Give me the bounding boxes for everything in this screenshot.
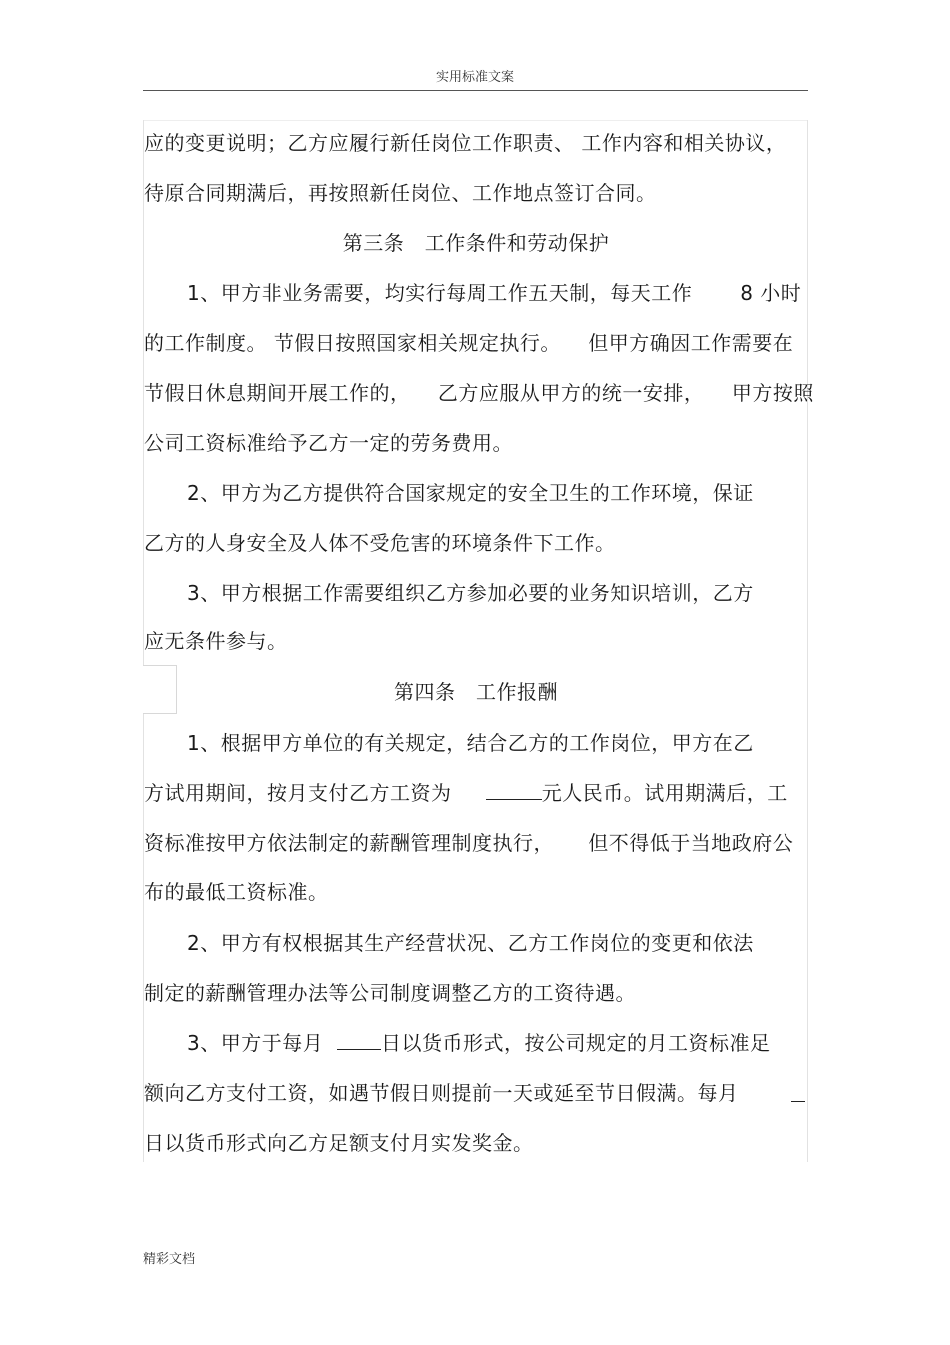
paragraph-text: 日以货币形式，按公司规定的月工资标准足 xyxy=(380,1031,771,1055)
paragraph-line: 乙方的人身安全及人体不受危害的环境条件下工作。 xyxy=(144,531,616,555)
paragraph-line: 1、甲方非业务需要，均实行每周工作五天制，每天工作 8 小时 xyxy=(187,281,802,305)
paragraph-text: 3、甲方于每月 xyxy=(187,1031,337,1055)
paragraph-line: 布的最低工资标准。 xyxy=(144,880,329,904)
paragraph-line: 1、根据甲方单位的有关规定，结合乙方的工作岗位，甲方在乙 xyxy=(187,731,754,755)
text-frame-right xyxy=(807,120,808,1162)
paragraph-line: 待原合同期满后，再按照新任岗位、工作地点签订合同。 xyxy=(144,181,657,205)
paragraph-line: 制定的薪酬管理办法等公司制度调整乙方的工资待遇。 xyxy=(144,981,636,1005)
pay-day-blank xyxy=(337,1031,381,1050)
paragraph-line: 资标准按甲方依法制定的薪酬管理制度执行， 但不得低于当地政府公 xyxy=(144,831,794,855)
paragraph-text: 元人民币。试用期满后，工 xyxy=(541,781,788,805)
paragraph-line: 额向乙方支付工资，如遇节假日则提前一天或延至节日假满。每月 xyxy=(144,1081,739,1105)
paragraph-line: 公司工资标准给予乙方一定的劳务费用。 xyxy=(144,431,513,455)
page-footer-text: 精彩文档 xyxy=(143,1252,196,1267)
paragraph-line: 2、甲方有权根据其生产经营状况、乙方工作岗位的变更和依法 xyxy=(187,931,754,955)
paragraph-line: 应无条件参与。 xyxy=(144,629,288,653)
paragraph-line: 2、甲方为乙方提供符合国家规定的安全卫生的工作环境，保证 xyxy=(187,481,754,505)
page-header-title: 实用标准文案 xyxy=(435,70,514,85)
paragraph-line: 节假日休息期间开展工作的， 乙方应服从甲方的统一安排， 甲方按照 xyxy=(144,381,814,405)
header-divider xyxy=(143,90,808,91)
bonus-day-blank xyxy=(791,1083,805,1102)
paragraph-line: 3、甲方根据工作需要组织乙方参加必要的业务知识培训，乙方 xyxy=(187,581,754,605)
paragraph-line xyxy=(144,780,804,806)
text-frame-top xyxy=(143,120,807,121)
section-heading-4: 第四条 工作报酬 xyxy=(393,680,559,704)
paragraph-line: 日以货币形式向乙方足额支付月实发奖金。 xyxy=(144,1131,534,1155)
paragraph-line xyxy=(187,1030,847,1056)
wage-amount-blank xyxy=(486,781,542,800)
paragraph-line: 应的变更说明；乙方应履行新任岗位工作职责、 工作内容和相关协议， xyxy=(144,131,787,155)
paragraph-text: 方试用期间，按月支付乙方工资为 xyxy=(144,781,486,805)
section-heading-3: 第三条 工作条件和劳动保护 xyxy=(342,231,610,255)
paragraph-line: 的工作制度。 节假日按照国家相关规定执行。 但甲方确因工作需要在 xyxy=(144,331,794,355)
